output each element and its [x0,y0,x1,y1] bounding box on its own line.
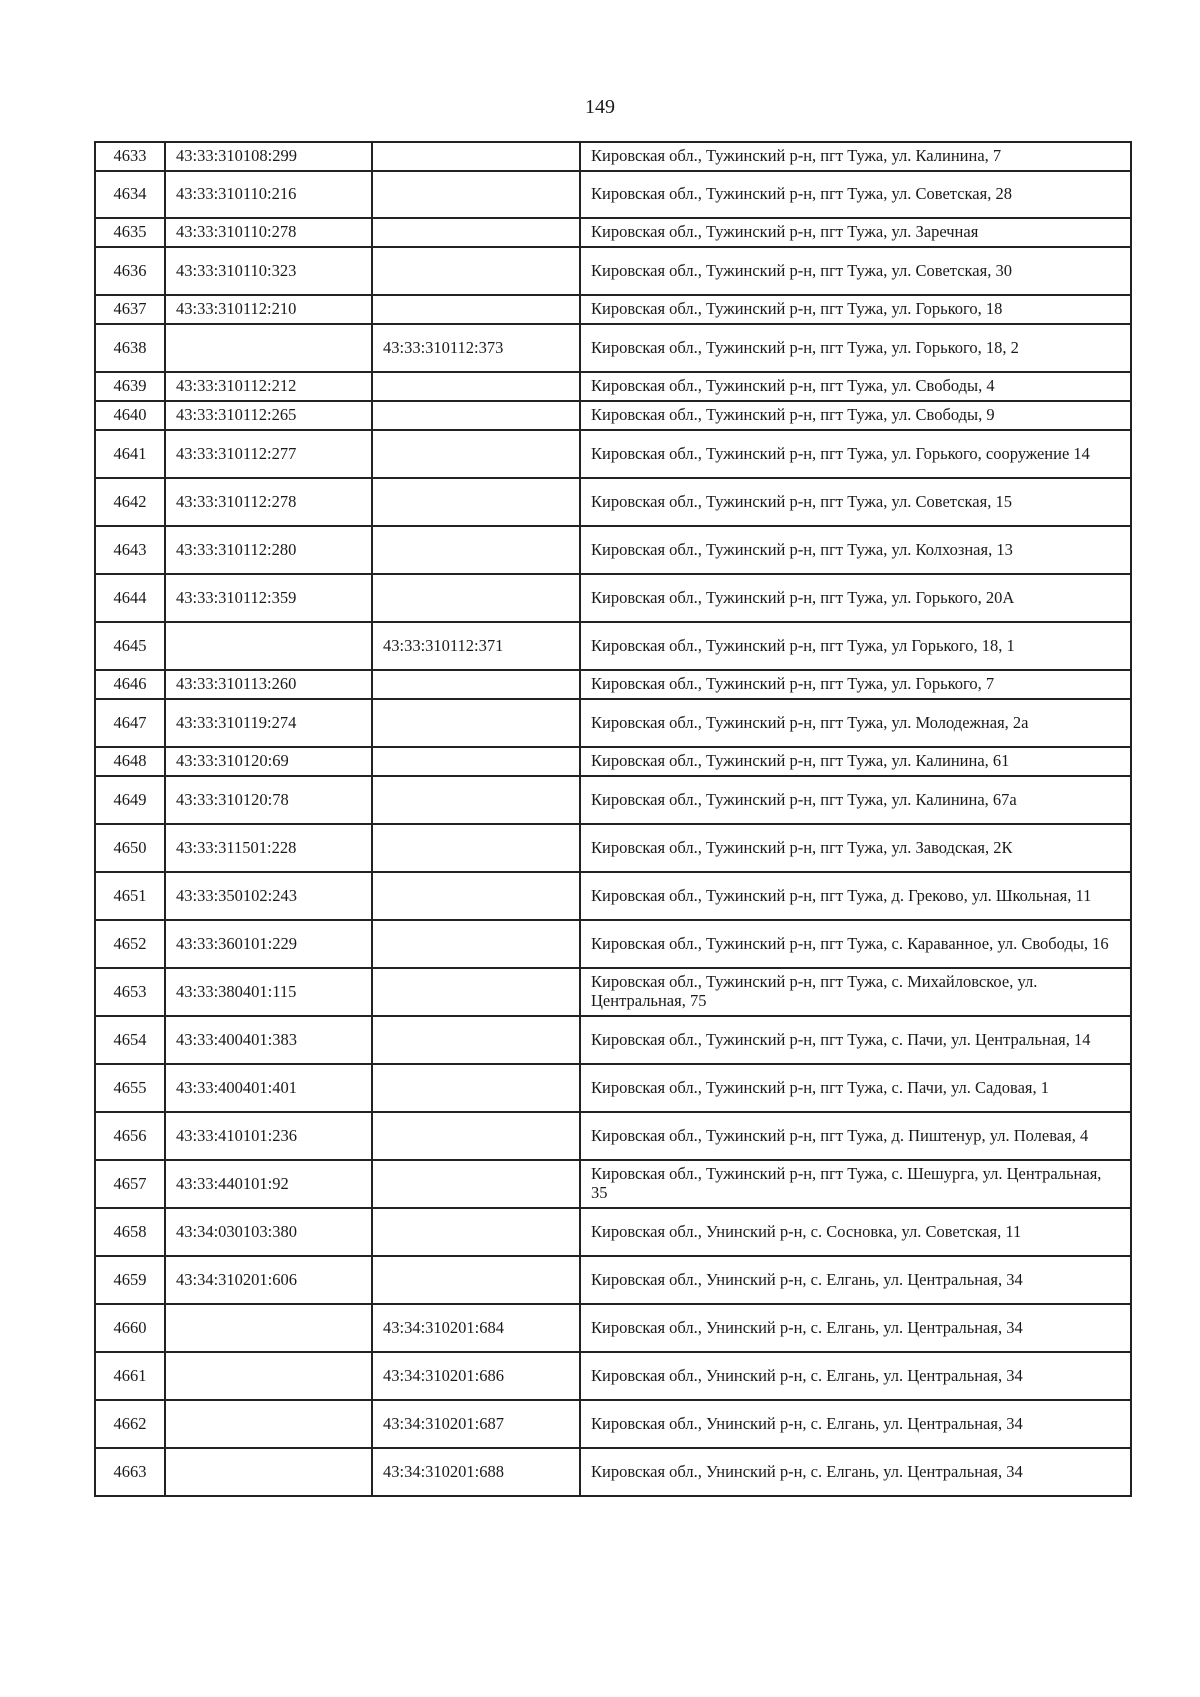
cadastral-number: 43:33:380401:115 [165,968,372,1016]
cadastral-number-secondary [372,247,580,295]
cadastral-number-secondary [372,1064,580,1112]
row-number: 4652 [95,920,165,968]
address: Кировская обл., Унинский р-н, с. Елгань, ул. Центральная, 34 [580,1256,1131,1304]
address: Кировская обл., Тужинский р-н, пгт Тужа, ул. Заводская, 2К [580,824,1131,872]
cadastral-number [165,1400,372,1448]
address: Кировская обл., Тужинский р-н, пгт Тужа, с. Михайловское, ул. Центральная, 75 [580,968,1131,1016]
address: Кировская обл., Унинский р-н, с. Елгань, ул. Центральная, 34 [580,1352,1131,1400]
cadastral-number: 43:33:310110:323 [165,247,372,295]
address: Кировская обл., Тужинский р-н, пгт Тужа, ул. Заречная [580,218,1131,247]
address: Кировская обл., Тужинский р-н, пгт Тужа, ул. Советская, 30 [580,247,1131,295]
table-row [95,622,1131,670]
page-number: 149 [585,96,615,118]
table-row [95,1256,1131,1304]
row-number: 4651 [95,872,165,920]
table-row [95,1304,1131,1352]
row-number: 4654 [95,1016,165,1064]
cadastral-number: 43:33:310119:274 [165,699,372,747]
cadastral-number-secondary [372,1112,580,1160]
row-number: 4637 [95,295,165,324]
row-number: 4643 [95,526,165,574]
cadastral-number: 43:33:310112:210 [165,295,372,324]
cadastral-number-secondary [372,171,580,218]
table-row [95,372,1131,401]
table-row [95,430,1131,478]
table-row [95,478,1131,526]
cadastral-number-secondary [372,1208,580,1256]
row-number: 4662 [95,1400,165,1448]
address: Кировская обл., Тужинский р-н, пгт Тужа, ул. Горького, 18 [580,295,1131,324]
table-row [95,776,1131,824]
cadastral-number [165,622,372,670]
cadastral-number-secondary [372,824,580,872]
address: Кировская обл., Тужинский р-н, пгт Тужа, ул. Советская, 28 [580,171,1131,218]
table-row [95,747,1131,776]
table-row [95,526,1131,574]
row-number: 4658 [95,1208,165,1256]
cadastral-number-secondary [372,218,580,247]
table-row [95,1448,1131,1496]
address: Кировская обл., Тужинский р-н, пгт Тужа, ул. Калинина, 61 [580,747,1131,776]
cadastral-number-secondary [372,372,580,401]
row-number: 4635 [95,218,165,247]
cadastral-number-secondary [372,747,580,776]
row-number: 4645 [95,622,165,670]
cadastral-number: 43:33:310110:216 [165,171,372,218]
cadastral-number-secondary: 43:33:310112:373 [372,324,580,372]
address: Кировская обл., Тужинский р-н, пгт Тужа, ул. Калинина, 67а [580,776,1131,824]
table-row [95,824,1131,872]
address: Кировская обл., Унинский р-н, с. Елгань, ул. Центральная, 34 [580,1304,1131,1352]
cadastral-number: 43:33:310120:78 [165,776,372,824]
cadastral-number-secondary: 43:33:310112:371 [372,622,580,670]
cadastral-number: 43:33:400401:401 [165,1064,372,1112]
cadastral-number [165,1448,372,1496]
row-number: 4642 [95,478,165,526]
address: Кировская обл., Унинский р-н, с. Сосновка, ул. Советская, 11 [580,1208,1131,1256]
cadastral-number: 43:33:410101:236 [165,1112,372,1160]
row-number: 4639 [95,372,165,401]
cadastral-number [165,324,372,372]
table-row [95,920,1131,968]
table-row [95,218,1131,247]
address: Кировская обл., Тужинский р-н, пгт Тужа, ул Горького, 18, 1 [580,622,1131,670]
row-number: 4653 [95,968,165,1016]
row-number: 4640 [95,401,165,430]
cadastral-number-secondary [372,872,580,920]
row-number: 4644 [95,574,165,622]
row-number: 4649 [95,776,165,824]
address: Кировская обл., Тужинский р-н, пгт Тужа, ул. Горького, 7 [580,670,1131,699]
table-row [95,1208,1131,1256]
table-row [95,142,1131,171]
cadastral-number-secondary [372,920,580,968]
row-number: 4660 [95,1304,165,1352]
row-number: 4646 [95,670,165,699]
address: Кировская обл., Тужинский р-н, пгт Тужа, с. Пачи, ул. Центральная, 14 [580,1016,1131,1064]
table-row [95,1160,1131,1208]
cadastral-number-secondary: 43:34:310201:684 [372,1304,580,1352]
table-row [95,295,1131,324]
address: Кировская обл., Унинский р-н, с. Елгань, ул. Центральная, 34 [580,1400,1131,1448]
cadastral-number-secondary [372,968,580,1016]
cadastral-number-secondary [372,1016,580,1064]
table-row [95,968,1131,1016]
row-number: 4650 [95,824,165,872]
row-number: 4647 [95,699,165,747]
cadastral-number-secondary [372,295,580,324]
address: Кировская обл., Тужинский р-н, пгт Тужа, с. Пачи, ул. Садовая, 1 [580,1064,1131,1112]
cadastral-number: 43:33:310112:212 [165,372,372,401]
cadastral-number-secondary [372,699,580,747]
table-row [95,1112,1131,1160]
table-row [95,247,1131,295]
row-number: 4634 [95,171,165,218]
cadastral-number: 43:34:030103:380 [165,1208,372,1256]
cadastral-number-secondary: 43:34:310201:686 [372,1352,580,1400]
cadastral-number: 43:33:310112:265 [165,401,372,430]
cadastral-number: 43:33:310112:359 [165,574,372,622]
address: Кировская обл., Тужинский р-н, пгт Тужа, ул. Молодежная, 2а [580,699,1131,747]
row-number: 4655 [95,1064,165,1112]
cadastral-number-secondary [372,776,580,824]
address: Кировская обл., Тужинский р-н, пгт Тужа, д. Греково, ул. Школьная, 11 [580,872,1131,920]
row-number: 4663 [95,1448,165,1496]
cadastral-number: 43:33:310112:280 [165,526,372,574]
cadastral-number: 43:33:360101:229 [165,920,372,968]
cadastral-number: 43:33:311501:228 [165,824,372,872]
row-number: 4638 [95,324,165,372]
registry-body [95,142,1131,1496]
address: Кировская обл., Тужинский р-н, пгт Тужа, ул. Горького, 20А [580,574,1131,622]
address: Кировская обл., Тужинский р-н, пгт Тужа, ул. Калинина, 7 [580,142,1131,171]
cadastral-number: 43:33:440101:92 [165,1160,372,1208]
cadastral-number: 43:33:310112:277 [165,430,372,478]
address: Кировская обл., Тужинский р-н, пгт Тужа, ул. Колхозная, 13 [580,526,1131,574]
row-number: 4648 [95,747,165,776]
table-row [95,1400,1131,1448]
row-number: 4636 [95,247,165,295]
cadastral-number-secondary [372,478,580,526]
row-number: 4661 [95,1352,165,1400]
cadastral-number-secondary [372,574,580,622]
address: Кировская обл., Тужинский р-н, пгт Тужа, с. Шешурга, ул. Центральная, 35 [580,1160,1131,1208]
cadastral-number [165,1304,372,1352]
cadastral-number-secondary: 43:34:310201:688 [372,1448,580,1496]
address: Кировская обл., Тужинский р-н, пгт Тужа, ул. Горького, сооружение 14 [580,430,1131,478]
row-number: 4657 [95,1160,165,1208]
address: Кировская обл., Тужинский р-н, пгт Тужа, с. Караванное, ул. Свободы, 16 [580,920,1131,968]
cadastral-number: 43:33:310108:299 [165,142,372,171]
table-row [95,699,1131,747]
table-row [95,1064,1131,1112]
cadastral-number: 43:33:400401:383 [165,1016,372,1064]
table-row [95,1352,1131,1400]
row-number: 4656 [95,1112,165,1160]
address: Кировская обл., Тужинский р-н, пгт Тужа, д. Пиштенур, ул. Полевая, 4 [580,1112,1131,1160]
table-row [95,401,1131,430]
cadastral-number: 43:33:310120:69 [165,747,372,776]
row-number: 4633 [95,142,165,171]
address: Кировская обл., Унинский р-н, с. Елгань, ул. Центральная, 34 [580,1448,1131,1496]
cadastral-number [165,1352,372,1400]
registry-table [94,141,1132,1497]
cadastral-number: 43:34:310201:606 [165,1256,372,1304]
cadastral-number-secondary [372,670,580,699]
cadastral-number-secondary [372,526,580,574]
table-row [95,171,1131,218]
table-row [95,872,1131,920]
row-number: 4659 [95,1256,165,1304]
table-row [95,1016,1131,1064]
address: Кировская обл., Тужинский р-н, пгт Тужа, ул. Горького, 18, 2 [580,324,1131,372]
table-row [95,670,1131,699]
cadastral-number-secondary [372,1160,580,1208]
cadastral-number-secondary: 43:34:310201:687 [372,1400,580,1448]
cadastral-number-secondary [372,142,580,171]
cadastral-number: 43:33:350102:243 [165,872,372,920]
cadastral-number-secondary [372,1256,580,1304]
cadastral-number: 43:33:310113:260 [165,670,372,699]
table-row [95,324,1131,372]
cadastral-number: 43:33:310112:278 [165,478,372,526]
address: Кировская обл., Тужинский р-н, пгт Тужа, ул. Советская, 15 [580,478,1131,526]
address: Кировская обл., Тужинский р-н, пгт Тужа, ул. Свободы, 9 [580,401,1131,430]
cadastral-number: 43:33:310110:278 [165,218,372,247]
row-number: 4641 [95,430,165,478]
cadastral-number-secondary [372,430,580,478]
table-row [95,574,1131,622]
cadastral-number-secondary [372,401,580,430]
address: Кировская обл., Тужинский р-н, пгт Тужа, ул. Свободы, 4 [580,372,1131,401]
